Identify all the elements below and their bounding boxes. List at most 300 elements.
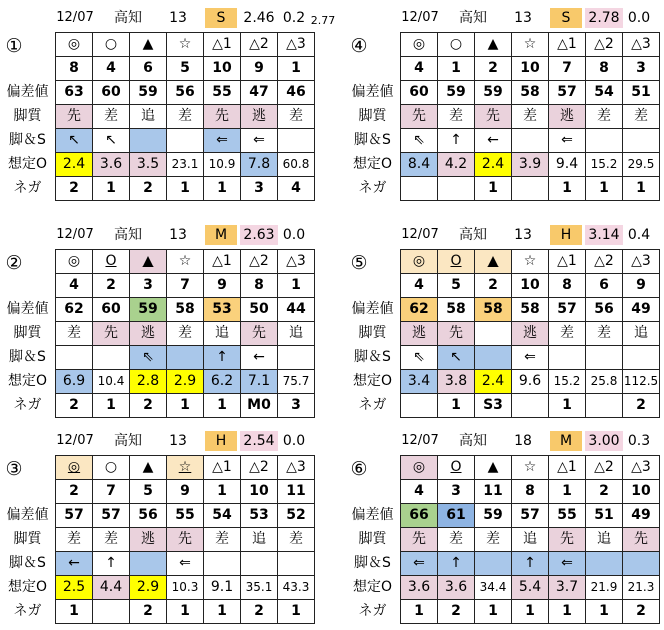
table-cell [130, 129, 167, 153]
race-grade: S [550, 8, 582, 28]
table-cell: ◎ [56, 250, 93, 274]
running-style-row [345, 322, 660, 346]
expected-odds-row [0, 576, 315, 600]
row-label: 脚質 [13, 325, 42, 341]
table-cell: 2 [475, 274, 512, 298]
table-cell: 2 [56, 480, 93, 504]
race-grade: H [205, 431, 237, 451]
table-cell: ⇖ [401, 346, 438, 370]
row-label: 偏差値 [6, 507, 49, 523]
table-cell: 差 [93, 105, 130, 129]
race-panel [345, 5, 664, 205]
row-label [0, 57, 56, 81]
row-label: ネガ [358, 180, 387, 196]
row-label: 脚＆S [354, 349, 391, 365]
table-cell: S3 [475, 394, 512, 418]
table-cell: 54 [586, 81, 623, 105]
table-cell: 1 [549, 480, 586, 504]
race-venue: 高知 [459, 227, 487, 243]
field-size: 13 [514, 10, 532, 26]
table-cell: 15.2 [549, 370, 586, 394]
table-cell: ↑ [93, 552, 130, 576]
table-cell: 8 [56, 57, 93, 81]
table-cell: 差 [56, 322, 93, 346]
table-cell: 先 [241, 322, 278, 346]
table-cell: O [438, 456, 475, 480]
table-cell [278, 346, 315, 370]
table-cell: 1 [549, 177, 586, 201]
table-cell: △1 [549, 33, 586, 57]
pace-row [0, 552, 315, 576]
table-cell: 57 [93, 504, 130, 528]
table-cell: 11 [278, 480, 315, 504]
horse-number-row [345, 480, 660, 504]
table-cell: ▲ [475, 250, 512, 274]
race-header [0, 5, 336, 29]
table-cell: 先 [167, 528, 204, 552]
row-label: 脚質 [13, 531, 42, 547]
table-cell: 6 [586, 274, 623, 298]
table-cell: 2 [623, 600, 660, 624]
table-cell: 差 [204, 528, 241, 552]
table-cell: 差 [278, 528, 315, 552]
table-cell: ⇖ [130, 346, 167, 370]
row-label [0, 250, 56, 274]
pace-row [0, 129, 315, 153]
table-cell: 差 [586, 105, 623, 129]
table-cell: 54 [204, 504, 241, 528]
table-cell: 1 [93, 394, 130, 418]
table-cell [586, 552, 623, 576]
table-cell: 5 [438, 274, 475, 298]
row-label: 想定O [7, 579, 48, 595]
table-cell: 61 [438, 504, 475, 528]
table-cell: 7 [93, 480, 130, 504]
race-number: ⑤ [350, 252, 368, 274]
race-panel [345, 222, 664, 422]
row-label: 想定O [352, 579, 393, 595]
table-cell [623, 552, 660, 576]
table-cell: 59 [130, 81, 167, 105]
table-cell: 4 [56, 274, 93, 298]
table-cell: 1 [475, 177, 512, 201]
race-panel [345, 428, 664, 628]
row-label: 脚＆S [354, 555, 391, 571]
table-cell: 51 [623, 81, 660, 105]
row-label: 偏差値 [351, 507, 394, 523]
table-cell: 8 [586, 57, 623, 81]
table-cell: ◎ [401, 250, 438, 274]
race-date: 12/07 [401, 433, 439, 448]
table-cell: 56 [586, 298, 623, 322]
row-label [345, 33, 401, 57]
table-cell: ↑ [204, 346, 241, 370]
table-cell: ◎ [401, 33, 438, 57]
table-cell: 4 [278, 177, 315, 201]
row-label: ネガ [13, 180, 42, 196]
offset-value: 0.4 [627, 227, 651, 243]
table-cell: ⇐ [512, 346, 549, 370]
table-cell [438, 177, 475, 201]
table-cell: 62 [401, 298, 438, 322]
table-cell: ↖ [56, 129, 93, 153]
race-date: 12/07 [401, 10, 439, 25]
table-cell: ▲ [130, 33, 167, 57]
table-cell: 58 [512, 81, 549, 105]
negative-row [0, 600, 315, 624]
table-cell: 追 [512, 528, 549, 552]
table-cell: 1 [204, 600, 241, 624]
row-label: 脚＆S [9, 349, 46, 365]
table-cell: 差 [167, 105, 204, 129]
table-cell: 49 [623, 504, 660, 528]
table-cell: 1 [93, 177, 130, 201]
pace-row [345, 346, 660, 370]
race-number: ③ [5, 458, 23, 480]
table-cell: 55 [167, 504, 204, 528]
table-cell: 59 [475, 504, 512, 528]
offset-value: 0.2 [282, 10, 306, 26]
table-cell: 59 [130, 298, 167, 322]
table-cell: ○ [93, 456, 130, 480]
table-cell: 先 [93, 322, 130, 346]
table-cell: 4 [401, 57, 438, 81]
row-label: 偏差値 [6, 301, 49, 317]
negative-row [0, 394, 315, 418]
deviation-row [345, 81, 660, 105]
table-cell: 逃 [549, 105, 586, 129]
table-cell: 2.4 [475, 153, 512, 177]
table-cell: △2 [241, 456, 278, 480]
table-cell: 4 [93, 57, 130, 81]
table-cell [623, 129, 660, 153]
table-cell: 60 [93, 298, 130, 322]
table-cell: ◎ [401, 456, 438, 480]
table-cell: 2 [586, 480, 623, 504]
table-cell: 10 [512, 57, 549, 81]
table-cell: △2 [241, 33, 278, 57]
race-venue: 高知 [114, 433, 142, 449]
table-cell: 逃 [241, 105, 278, 129]
table-cell: △3 [623, 456, 660, 480]
table-cell: △1 [204, 456, 241, 480]
table-cell: 2 [56, 394, 93, 418]
table-cell: 2.4 [56, 153, 93, 177]
race-date: 12/07 [56, 227, 94, 242]
field-size: 13 [169, 433, 187, 449]
table-cell: 7 [549, 57, 586, 81]
row-label: ネガ [358, 603, 387, 619]
table-cell: 1 [438, 57, 475, 81]
table-cell: ○ [438, 33, 475, 57]
table-cell: 2 [130, 177, 167, 201]
table-cell: 9 [623, 274, 660, 298]
offset-value: 0.0 [282, 433, 306, 449]
race-header [0, 428, 320, 452]
table-cell: ⇐ [549, 552, 586, 576]
table-cell: 1 [204, 480, 241, 504]
table-cell: ◎ [56, 456, 93, 480]
table-cell: ▲ [475, 33, 512, 57]
table-cell: 1 [167, 177, 204, 201]
extra-value: 2.77 [310, 14, 336, 27]
table-cell: 3.8 [438, 370, 475, 394]
table-cell: 50 [241, 298, 278, 322]
table-cell: ⇖ [401, 129, 438, 153]
table-cell: 追 [586, 528, 623, 552]
table-cell: 60.8 [278, 153, 315, 177]
negative-row [345, 177, 660, 201]
table-cell [167, 129, 204, 153]
table-cell: 4.2 [438, 153, 475, 177]
table-cell: △2 [586, 456, 623, 480]
table-cell [93, 600, 130, 624]
table-cell: 5.4 [512, 576, 549, 600]
extra-value [309, 228, 337, 248]
table-cell: 差 [438, 528, 475, 552]
table-cell: △1 [204, 33, 241, 57]
table-cell: 3.6 [93, 153, 130, 177]
table-cell: 55 [549, 504, 586, 528]
table-cell: 1 [278, 600, 315, 624]
field-size: 18 [514, 433, 532, 449]
race-header [0, 222, 320, 246]
table-cell: 58 [167, 298, 204, 322]
deviation-row [345, 504, 660, 528]
table-cell: 先 [623, 528, 660, 552]
table-cell: 2 [241, 600, 278, 624]
table-cell: 2 [623, 394, 660, 418]
row-label: 脚質 [358, 531, 387, 547]
table-cell: 56 [167, 81, 204, 105]
table-cell: 追 [130, 105, 167, 129]
row-label: ネガ [13, 397, 42, 413]
race-header [345, 428, 664, 452]
table-cell: 47 [241, 81, 278, 105]
prediction-table [0, 32, 315, 201]
pace-row [345, 129, 660, 153]
horse-number-row [0, 57, 315, 81]
running-style-row [345, 528, 660, 552]
row-label [345, 480, 401, 504]
table-cell [401, 394, 438, 418]
table-cell: 10.9 [204, 153, 241, 177]
table-cell: 5 [167, 57, 204, 81]
table-cell: 差 [438, 105, 475, 129]
table-cell: 追 [278, 322, 315, 346]
table-cell: 逃 [512, 322, 549, 346]
table-cell: 3 [278, 394, 315, 418]
race-number: ⑥ [350, 458, 368, 480]
table-cell: O [93, 250, 130, 274]
table-cell: 75.7 [278, 370, 315, 394]
table-cell: 差 [167, 322, 204, 346]
mark-row [0, 250, 315, 274]
table-cell [475, 346, 512, 370]
table-cell: 2.5 [56, 576, 93, 600]
horse-number-row [345, 274, 660, 298]
field-size: 13 [169, 227, 187, 243]
race-number: ① [5, 35, 23, 57]
table-cell: 9.4 [549, 153, 586, 177]
table-cell [623, 346, 660, 370]
table-cell: 9.6 [512, 370, 549, 394]
table-cell: 29.5 [623, 153, 660, 177]
table-cell [586, 394, 623, 418]
table-cell: ☆ [167, 33, 204, 57]
table-cell: 2.8 [130, 370, 167, 394]
table-cell: 1 [549, 394, 586, 418]
table-cell: 60 [93, 81, 130, 105]
race-panel [0, 5, 336, 205]
table-cell: △3 [278, 33, 315, 57]
index-value: 2.78 [585, 8, 623, 28]
table-cell: 1 [475, 600, 512, 624]
table-cell: 5 [130, 480, 167, 504]
row-label: 脚質 [358, 325, 387, 341]
table-cell: 58 [438, 298, 475, 322]
table-cell: 10.4 [93, 370, 130, 394]
table-cell: 4 [401, 480, 438, 504]
table-cell: ☆ [167, 250, 204, 274]
table-cell: 8 [549, 274, 586, 298]
offset-value: 0.3 [627, 433, 651, 449]
table-cell: 3.5 [130, 153, 167, 177]
expected-odds-row [0, 370, 315, 394]
table-cell: 逃 [401, 322, 438, 346]
table-cell: 8 [512, 480, 549, 504]
table-cell: 112.5 [623, 370, 660, 394]
table-cell: 11 [475, 480, 512, 504]
running-style-row [0, 105, 315, 129]
race-date: 12/07 [401, 227, 439, 242]
extra-value [654, 228, 664, 248]
table-cell: 53 [241, 504, 278, 528]
table-cell: 59 [438, 81, 475, 105]
prediction-table [345, 32, 660, 201]
table-cell: ← [475, 129, 512, 153]
table-cell: 62 [56, 298, 93, 322]
deviation-row [345, 298, 660, 322]
row-label [0, 274, 56, 298]
table-cell: 先 [549, 528, 586, 552]
table-cell: 35.1 [241, 576, 278, 600]
table-cell: 追 [623, 322, 660, 346]
table-cell: ☆ [512, 33, 549, 57]
table-cell: 3.9 [512, 153, 549, 177]
table-cell: 58 [512, 298, 549, 322]
table-cell: 43.3 [278, 576, 315, 600]
table-cell: 9 [167, 480, 204, 504]
row-label: 脚質 [358, 108, 387, 124]
table-cell: 6.9 [56, 370, 93, 394]
table-cell: 2.9 [130, 576, 167, 600]
prediction-table [0, 249, 315, 418]
index-value: 2.46 [243, 10, 275, 26]
table-cell: 6.2 [204, 370, 241, 394]
race-date: 12/07 [56, 433, 94, 448]
table-cell: 21.9 [586, 576, 623, 600]
table-cell: 2 [93, 274, 130, 298]
table-cell [167, 346, 204, 370]
table-cell: △1 [549, 456, 586, 480]
table-cell: ○ [93, 33, 130, 57]
mark-row [0, 33, 315, 57]
table-cell: 3 [130, 274, 167, 298]
table-cell: ⇐ [167, 552, 204, 576]
table-cell: 49 [623, 298, 660, 322]
table-cell: 10 [204, 57, 241, 81]
row-label [345, 456, 401, 480]
table-cell: 25.8 [586, 370, 623, 394]
expected-odds-row [345, 153, 660, 177]
table-cell: O [438, 250, 475, 274]
table-cell [475, 322, 512, 346]
table-cell: 51 [586, 504, 623, 528]
race-date: 12/07 [56, 10, 94, 25]
table-cell: 3.6 [438, 576, 475, 600]
prediction-table [345, 249, 660, 418]
table-cell: 先 [401, 528, 438, 552]
row-label [345, 250, 401, 274]
horse-number-row [345, 57, 660, 81]
race-venue: 高知 [459, 10, 487, 26]
table-cell: 追 [241, 528, 278, 552]
table-cell: ← [56, 552, 93, 576]
row-label [345, 274, 401, 298]
running-style-row [345, 105, 660, 129]
offset-value: 0.0 [282, 227, 306, 243]
table-cell: 44 [278, 298, 315, 322]
table-cell: △2 [586, 250, 623, 274]
table-cell: △1 [549, 250, 586, 274]
race-panel [0, 222, 320, 422]
table-cell: 1 [167, 394, 204, 418]
running-style-row [0, 322, 315, 346]
table-cell: 3 [438, 480, 475, 504]
table-cell: 3.4 [401, 370, 438, 394]
table-cell [56, 346, 93, 370]
row-label: 脚質 [13, 108, 42, 124]
table-cell: ⇐ [204, 129, 241, 153]
table-cell: 逃 [130, 528, 167, 552]
table-cell: 1 [512, 600, 549, 624]
table-cell [586, 346, 623, 370]
horse-number-row [0, 274, 315, 298]
table-cell: 1 [167, 600, 204, 624]
table-cell: 差 [512, 105, 549, 129]
table-cell: 9 [241, 57, 278, 81]
table-cell: 4 [401, 274, 438, 298]
table-cell: △3 [623, 250, 660, 274]
race-venue: 高知 [114, 10, 142, 26]
table-cell: 9.1 [204, 576, 241, 600]
race-header [345, 5, 664, 29]
extra-value [654, 11, 664, 31]
pace-row [0, 346, 315, 370]
table-cell: 57 [549, 298, 586, 322]
table-cell: 57 [549, 81, 586, 105]
table-cell: 3.6 [401, 576, 438, 600]
index-value: 3.14 [585, 225, 623, 245]
table-cell: 1 [204, 394, 241, 418]
table-cell: ▲ [130, 250, 167, 274]
table-cell: ↖ [93, 129, 130, 153]
table-cell: 57 [512, 504, 549, 528]
table-cell: 7.1 [241, 370, 278, 394]
table-cell [475, 552, 512, 576]
table-cell: 56 [130, 504, 167, 528]
